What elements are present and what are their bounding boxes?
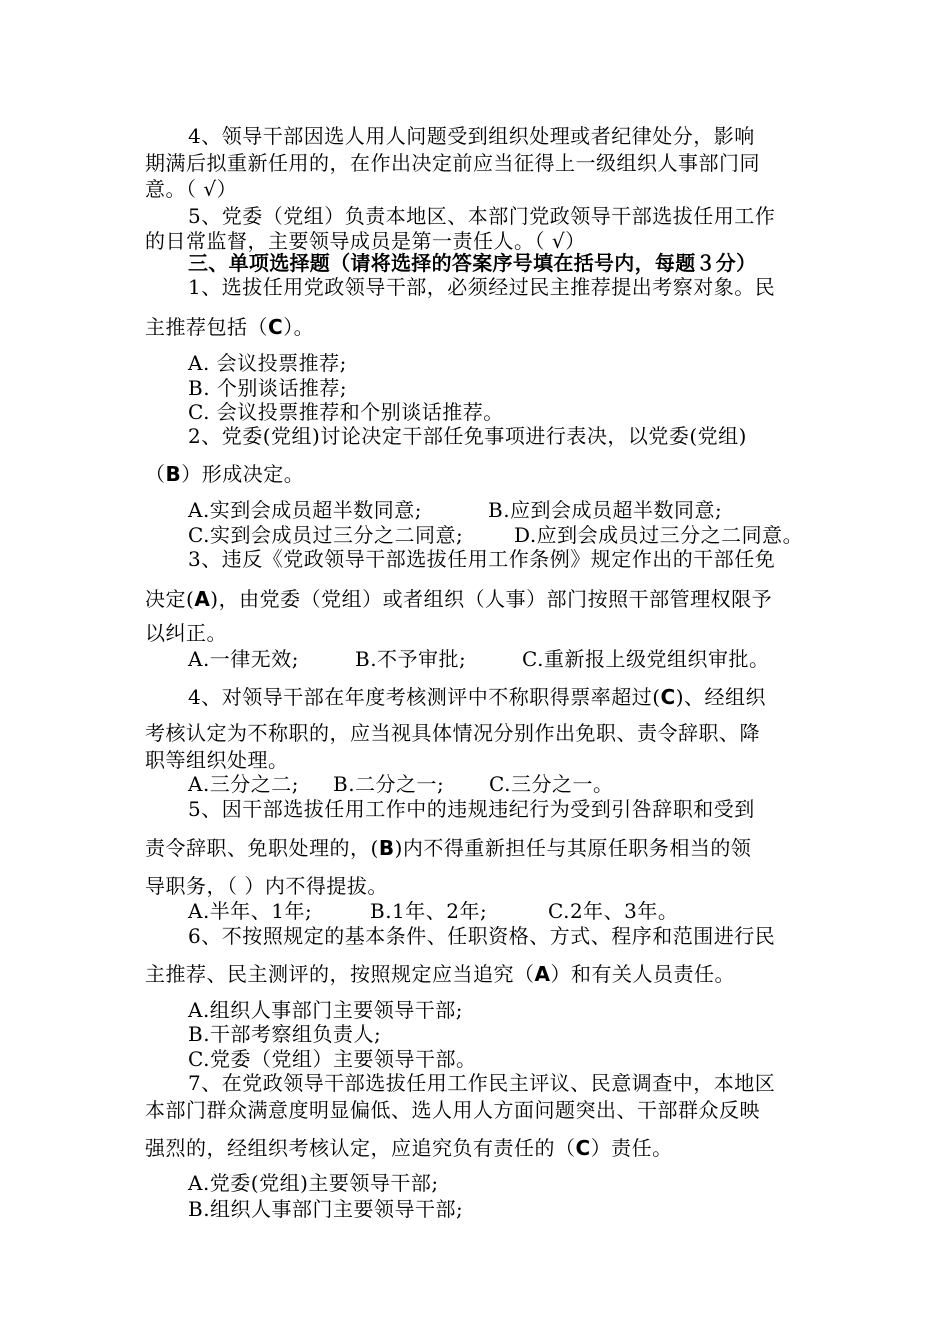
item4-line3: 意。（ √） — [145, 177, 238, 201]
q1-option-a: A. 会议投票推荐; — [188, 351, 347, 375]
q7-line2: 本部门群众满意度明显偏低、选人用人方面问题突出、干部群众反映 — [145, 1098, 760, 1122]
q7-line3 — [145, 1135, 673, 1161]
q6-line2 — [145, 961, 735, 987]
q7-option-a: A.党委(党组)主要领导干部; — [188, 1171, 439, 1195]
q2-option-d: D.应到会成员过三分之二同意。 — [514, 523, 804, 547]
q1-option-b: B. 个别谈话推荐; — [188, 376, 348, 400]
q4-option-c: C.三分之一。 — [489, 772, 614, 796]
q5-line2-post: )内不得重新担任与其原任职务相当的领 — [394, 836, 752, 860]
q3-option-c: C.重新报上级党组织审批。 — [522, 647, 770, 671]
q4-option-a: A.三分之二; — [188, 772, 300, 796]
q3-line2-pre: 决定( — [145, 587, 195, 611]
q2-option-b: B.应到会成员超半数同意; — [488, 498, 723, 522]
q7-line3-post: ）责任。 — [590, 1136, 673, 1160]
q7-option-b: B.组织人事部门主要领导干部; — [188, 1197, 464, 1221]
q1-line2 — [145, 314, 314, 340]
q6-line2-pre: 主推荐、民主测评的，按照规定应当追究（ — [145, 962, 535, 986]
q2-line2-pre: （ — [145, 462, 166, 486]
q5-option-c: C.2年、3年。 — [548, 899, 679, 923]
q6-option-b: B.干部考察组负责人; — [188, 1022, 382, 1046]
q7-line3-pre: 强烈的，经组织考核认定，应追究负有责任的（ — [145, 1136, 576, 1160]
q6-line2-post: ）和有关人员责任。 — [550, 962, 735, 986]
q2-line2 — [145, 461, 304, 487]
q5-line3: 导职务，（ ）内不得提拔。 — [145, 874, 388, 898]
q6-line1: 6、不按照规定的基本条件、任职资格、方式、程序和范围进行民 — [188, 924, 776, 948]
q3-line2 — [145, 586, 772, 612]
q4-line3: 职等组织处理。 — [145, 748, 289, 772]
q3-line1: 3、违反《党政领导干部选拔任用工作条例》规定作出的干部任免 — [188, 547, 776, 571]
item5-line2: 的日常监督，主要领导成员是第一责任人。（ √） — [145, 229, 586, 253]
q4-line2: 考核认定为不称职的，应当视具体情况分别作出免职、责令辞职、降 — [145, 721, 760, 745]
q7-line1: 7、在党政领导干部选拔任用工作民主评议、民意调查中，本地区 — [188, 1071, 776, 1095]
q5-line2 — [145, 835, 751, 861]
q6-answer: A — [534, 962, 551, 986]
q2-option-c: C.实到会成员过三分之二同意; — [188, 523, 464, 547]
q1-option-c: C. 会议投票推荐和个别谈话推荐。 — [188, 400, 504, 424]
q3-answer: A — [194, 587, 211, 611]
q1-answer: C — [268, 315, 284, 339]
q4-answer: C — [660, 685, 676, 709]
q2-line2-post: ）形成决定。 — [181, 462, 305, 486]
q3-option-a: A.一律无效; — [188, 647, 300, 671]
q6-option-a: A.组织人事部门主要领导干部; — [188, 998, 464, 1022]
q5-line1: 5、因干部选拔任用工作中的违规违纪行为受到引咎辞职和受到 — [188, 797, 755, 821]
item4-line2: 期满后拟重新任用的，在作出决定前应当征得上一级组织人事部门同 — [145, 151, 760, 175]
item4-line1: 4、领导干部因选人用人问题受到组织处理或者纪律处分，影响 — [188, 124, 755, 148]
q5-line2-pre: 责令辞职、免职处理的，( — [145, 836, 379, 860]
q5-answer: B — [378, 836, 395, 860]
q3-option-b: B.不予审批; — [355, 647, 467, 671]
section3-heading: 三、单项选择题（请将选择的答案序号填在括号内，每题３分） — [188, 251, 757, 275]
q4-line1-pre: 4、对领导干部在年度考核测评中不称职得票率超过( — [188, 685, 661, 709]
q2-option-a: A.实到会成员超半数同意; — [188, 498, 423, 522]
q5-option-a: A.半年、1年; — [188, 899, 313, 923]
q2-line1: 2、党委(党组)讨论决定干部任免事项进行表决，以党委(党组) — [188, 424, 747, 448]
q3-line3: 以纠正。 — [145, 621, 227, 645]
q4-line1-post: )、经组织 — [675, 685, 767, 709]
q5-option-b: B.1年、2年; — [370, 899, 488, 923]
q1-line2-pre: 主推荐包括（ — [145, 315, 268, 339]
q7-answer: C — [575, 1136, 591, 1160]
q4-option-b: B.二分之一; — [333, 772, 445, 796]
q6-option-c: C.党委（党组）主要领导干部。 — [188, 1047, 477, 1071]
q2-answer: B — [165, 462, 182, 486]
q1-line2-post: ）。 — [283, 315, 315, 339]
item5-line1: 5、党委（党组）负责本地区、本部门党政领导干部选拔任用工作 — [188, 204, 776, 228]
q3-line2-post: )，由党委（党组）或者组织（人事）部门按照干部管理权限予 — [210, 587, 773, 611]
q1-line1: 1、选拔任用党政领导干部，必须经过民主推荐提出考察对象。民 — [188, 275, 776, 299]
q4-line1 — [188, 684, 766, 710]
